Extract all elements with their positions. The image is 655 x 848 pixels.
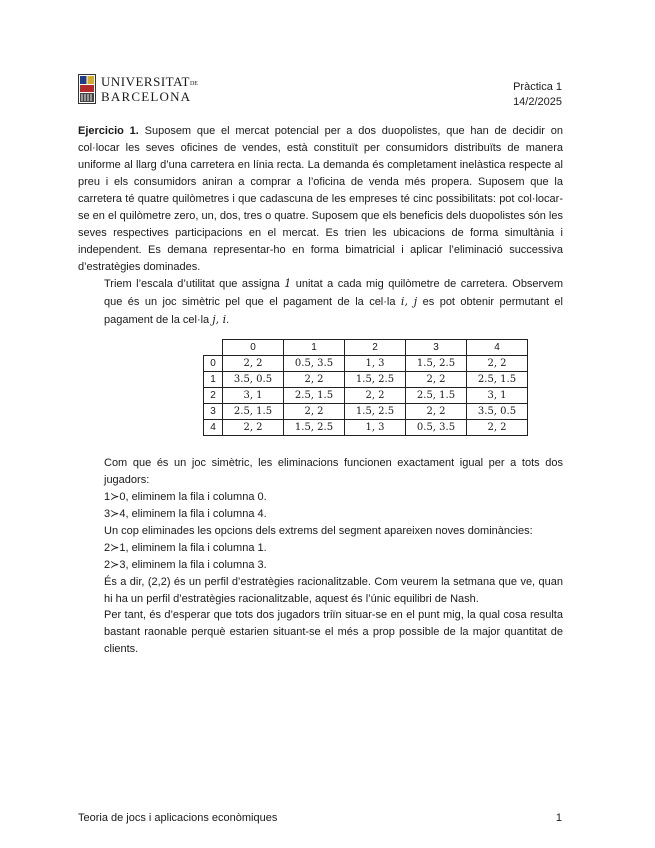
row-header: 3 <box>204 404 223 420</box>
payoff-cell: 2, 2 <box>284 372 345 388</box>
column-header: 0 <box>223 340 284 356</box>
payoff-cell: 2.5, 1.5 <box>223 404 284 420</box>
column-header: 3 <box>406 340 467 356</box>
table-header-row <box>204 340 528 356</box>
payoff-cell: 1.5, 2.5 <box>345 372 406 388</box>
exercise-text: Suposem que el mercat potencial per a dos duopolistes, que han de decidir on col·locar les seves oficines de vendes, està constituït per consumidors distribuïts de manera uniforme al llarg d’una carretera en línia recta. La demanda és completament inelàstica respecte al preu i els consumidors aniran a comprar a l’oficina de venda més propera. Suposem que la carretera té quatre quilòmetres i que cadascuna de les empreses té cinc possibilitats: pot col·locar-se en el quilòmetre zero, un, dos, tres o quatre. Suposem que els beneficis dels duopolistes són les seves respectives participacions en el mercat. Es trien les ubicacions de forma simultània i independent. Es demana representar-ho en forma bimatricial i aplicar l’eliminació successiva d’estratègies dominades. <box>78 125 563 273</box>
payoff-cell: 0.5, 3.5 <box>284 356 345 372</box>
university-shield-icon <box>78 74 96 104</box>
column-header: 2 <box>345 340 406 356</box>
payoff-cell: 2.5, 1.5 <box>467 372 528 388</box>
payoff-cell: 3, 1 <box>467 388 528 404</box>
row-header: 4 <box>204 420 223 436</box>
row-header: 2 <box>204 388 223 404</box>
header-meta <box>513 80 562 110</box>
payoff-cell: 3.5, 0.5 <box>467 404 528 420</box>
payoff-cell: 2, 2 <box>467 420 528 436</box>
logo-line-1: UNIVERSITATDE <box>101 74 198 89</box>
elimination-step: 2≻1, eliminem la fila i columna 1. <box>104 542 267 554</box>
payoff-cell: 2, 2 <box>467 356 528 372</box>
elimination-intro: Com que és un joc simètric, les eliminacions funcionen exactament igual per a tots dos jugadors: <box>104 457 563 486</box>
elimination-step: 1≻0, eliminem la fila i columna 0. <box>104 491 267 503</box>
elimination-conclusion: És a dir, (2,2) és un perfil d’estratègies racionalitzable. Com veurem la setmana que ve, quan hi ha un perfil d’estratègies racionalitzable, aquest és l’únic equilibri de Nash. <box>104 576 563 605</box>
payoff-cell: 2, 2 <box>345 388 406 404</box>
payoff-cell: 3.5, 0.5 <box>223 372 284 388</box>
row-header: 0 <box>204 356 223 372</box>
table-row <box>204 420 528 436</box>
column-header: 1 <box>284 340 345 356</box>
exercise-statement <box>78 123 563 276</box>
payoff-cell: 1.5, 2.5 <box>284 420 345 436</box>
footer-page-number: 1 <box>555 812 562 824</box>
payoff-cell: 1.5, 2.5 <box>406 356 467 372</box>
elimination-steps <box>104 455 563 608</box>
column-header: 4 <box>467 340 528 356</box>
university-logo <box>78 72 208 106</box>
elimination-middle: Un cop eliminades les opcions dels extrems del segment apareixen noves dominàncies: <box>104 525 533 537</box>
payoff-cell: 3, 1 <box>223 388 284 404</box>
payoff-cell: 2.5, 1.5 <box>406 388 467 404</box>
row-header: 1 <box>204 372 223 388</box>
payoff-cell: 2, 2 <box>406 372 467 388</box>
elimination-step: 3≻4, eliminem la fila i columna 4. <box>104 508 267 520</box>
payoff-bimatrix <box>203 339 528 436</box>
payoff-cell: 2, 2 <box>223 420 284 436</box>
payoff-cell: 1.5, 2.5 <box>345 404 406 420</box>
table-row <box>204 356 528 372</box>
exercise-label: Ejercicio 1. <box>78 125 139 137</box>
payoff-cell: 0.5, 3.5 <box>406 420 467 436</box>
elimination-step: 2≻3, eliminem la fila i columna 3. <box>104 559 267 571</box>
table-row <box>204 388 528 404</box>
solution-intro: Triem l’escala d’utilitat que assigna 1 unitat a cada mig quilòmetre de carretera. Observem que és un joc simètric pel que el pagament de la cel·la i, j es pot obtenir permutant el pagament de la cel·la j, i. <box>104 277 563 326</box>
table-row <box>204 404 528 420</box>
practice-label: Pràctica 1 <box>513 81 562 93</box>
payoff-cell: 2.5, 1.5 <box>284 388 345 404</box>
payoff-cell: 2, 2 <box>284 404 345 420</box>
date-label: 14/2/2025 <box>513 96 562 108</box>
payoff-cell: 2, 2 <box>406 404 467 420</box>
logo-line-2: BARCELONA <box>101 89 192 104</box>
payoff-cell: 1, 3 <box>345 420 406 436</box>
final-paragraph: Per tant, és d’esperar que tots dos jugadors triïn situar-se en el punt mig, la qual cosa resulta bastant raonable perquè estarien situant-se el més a prop possible de la major quantitat de clients. <box>104 609 563 655</box>
footer-course: Teoria de jocs i aplicacions econòmiques <box>78 812 278 824</box>
payoff-cell: 1, 3 <box>345 356 406 372</box>
payoff-cell: 2, 2 <box>223 356 284 372</box>
table-corner <box>204 340 223 356</box>
table-row <box>204 372 528 388</box>
